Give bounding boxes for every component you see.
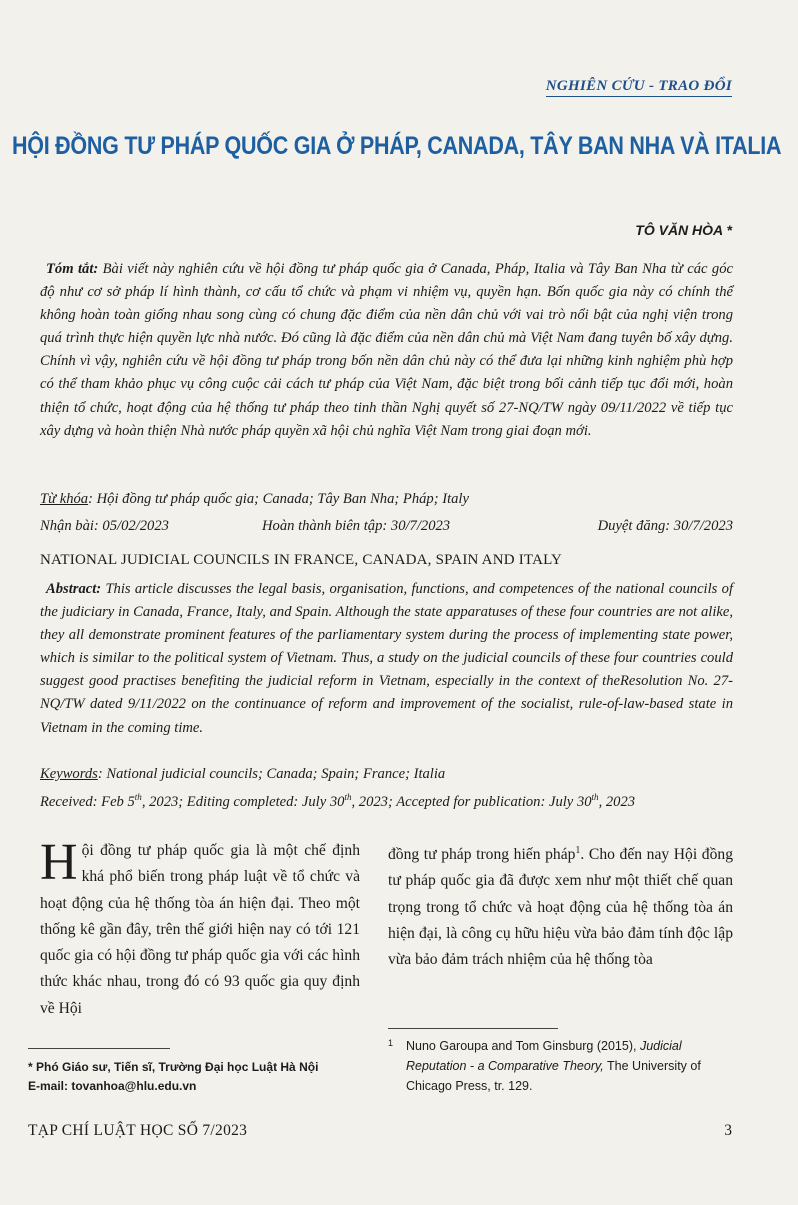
drop-cap: H: [40, 834, 78, 891]
abstract-en-text: This article discusses the legal basis, organisation, functions, and competences of the national councils of the judiciary in Canada, France, Italy, and Spain. Although the state apparatuses of these four countries are not alike, they all demonstrate prominent features of the parliamentary system during the process of implementing state power, which is similar to the political system of Vietnam. Thus, a study on the judicial councils of these four countries could suggest good practises benefiting the judicial reform in Vietnam, especially in the context of theResolution No. 27-NQ/TW dated 9/11/2022 on the continuance of reform and improvement of the socialist, rule-of-law-based state in Vietnam in the coming time.: [40, 581, 733, 736]
edited-en: , 2023; Editing completed: July 30: [141, 793, 345, 810]
edited-en-sup: th: [344, 792, 352, 802]
abstract-vn-text: Bài viết này nghiên cứu về hội đồng tư pháp quốc gia ở Canada, Pháp, Italia và Tây Ban Nha từ các góc độ như cơ sở pháp lí hình thành, cơ cấu tổ chức và phạm vi nhiệm vụ, quyền hạn. Bốn quốc gia này có chính thể không hoàn toàn giống nhau song cùng có chung đặc điểm của nền dân chủ với vai trò nổi bật của nghị viện trong quá trình thực hiện quyền lực nhà nước. Đó cũng là đặc điểm của nền dân chủ mà Việt Nam đang tuyên bố xây dựng. Chính vì vậy, nghiên cứu về hội đồng tư pháp trong bốn nền dân chủ này có thể đưa lại những kinh nghiệm phù hợp có thể tham khảo phục vụ công cuộc cải cách tư pháp của Việt Nam, đặc biệt trong bối cảnh tiếp tục đổi mới, hoàn thiện tổ chức, hoạt động của hệ thống tư pháp theo tinh thần Nghị quyết số 27-NQ/TW ngày 09/11/2022 về tiếp tục xây dựng và hoàn thiện Nhà nước pháp quyền xã hội chủ nghĩa Việt Nam trong giai đoạn mới.: [40, 261, 733, 439]
abstract-en-label: Abstract:: [46, 581, 102, 597]
dates-english: [40, 792, 733, 811]
english-title: NATIONAL JUDICIAL COUNCILS IN FRANCE, CANADA, SPAIN AND ITALY: [40, 552, 563, 568]
keywords-en-label: Keywords: [40, 766, 98, 782]
accepted-en-sup: th: [591, 792, 599, 802]
received-date-vn: Nhận bài: 05/02/2023: [40, 518, 169, 534]
accepted-en: , 2023; Accepted for publication: July 30: [351, 793, 592, 810]
keywords-vietnamese: [40, 491, 733, 508]
footnote-ref-1[interactable]: 1: [575, 845, 581, 856]
footnote-divider-right: [388, 1028, 558, 1029]
edited-date-vn: Hoàn thành biên tập: 30/7/2023: [262, 518, 451, 534]
article-title: HỘI ĐỒNG TƯ PHÁP QUỐC GIA Ở PHÁP, CANADA, TÂY BAN NHA VÀ ITALIA: [12, 132, 782, 160]
author-name: TÔ VĂN HÒA *: [635, 222, 732, 238]
keywords-vn-text: : Hội đồng tư pháp quốc gia; Canada; Tây Ban Nha; Pháp; Italy: [88, 491, 469, 507]
footnote-1-authors: Nuno Garoupa and Tom Ginsburg (2015),: [406, 1039, 640, 1053]
abstract-vietnamese: [40, 258, 733, 443]
keywords-english: [40, 766, 733, 783]
footnote-1: [388, 1036, 733, 1096]
author-affiliation: * Phó Giáo sư, Tiến sĩ, Trường Đại học Luật Hà Nội: [28, 1060, 319, 1074]
accepted-en-year: , 2023: [598, 793, 636, 810]
abstract-english: [40, 578, 733, 740]
received-en-sup: th: [134, 792, 142, 802]
abstract-vn-label: Tóm tắt:: [46, 261, 99, 277]
journal-name: TẠP CHÍ LUẬT HỌC SỐ 7/2023: [28, 1122, 248, 1139]
footnote-1-body: [406, 1036, 733, 1096]
body-left-text: ội đồng tư pháp quốc gia là một chế định khá phổ biến trong pháp luật về tổ chức và hoạt động của hệ thống tòa án hiện đại. Theo một thống kê gần đây, trên thế giới hiện nay có tới 121 quốc gia có hội đồng tư pháp quốc gia với các hình thức khác nhau, trong đó có 93 quốc gia quy định về Hội: [40, 842, 360, 1017]
author-email: E-mail: tovanhoa@hlu.edu.vn: [28, 1079, 197, 1093]
author-footnote: [28, 1058, 368, 1096]
body-right-text-cont: . Cho đến nay Hội đồng tư pháp quốc gia đã được xem như một thiết chế quan trọng trong tổ chức và hoạt động của hệ thống tòa án hiện đại, là công cụ hữu hiệu vừa bảo đảm tính độc lập vừa bảo đảm trách nhiệm của hệ thống tòa: [388, 846, 733, 969]
footnote-1-number: 1: [388, 1038, 394, 1048]
section-tag: NGHIÊN CỨU - TRAO ĐỔI: [546, 78, 732, 97]
body-column-left: [40, 834, 360, 1022]
accepted-date-vn: Duyệt đăng: 30/7/2023: [597, 518, 733, 534]
received-en: Received: Feb 5: [40, 793, 135, 810]
keywords-vn-label: Từ khóa: [40, 491, 89, 507]
footnote-divider-left: [28, 1048, 170, 1049]
page-number: 3: [724, 1122, 732, 1139]
keywords-en-text: : National judicial councils; Canada; Spain; France; Italia: [97, 766, 446, 782]
body-column-right: [388, 838, 733, 974]
footnote-1-publisher: The University of Chicago Press, tr. 129.: [406, 1059, 701, 1093]
body-right-text: đồng tư pháp trong hiến pháp: [388, 846, 576, 864]
footnote-1-title: Judicial Reputation - a Comparative Theory,: [406, 1039, 682, 1073]
